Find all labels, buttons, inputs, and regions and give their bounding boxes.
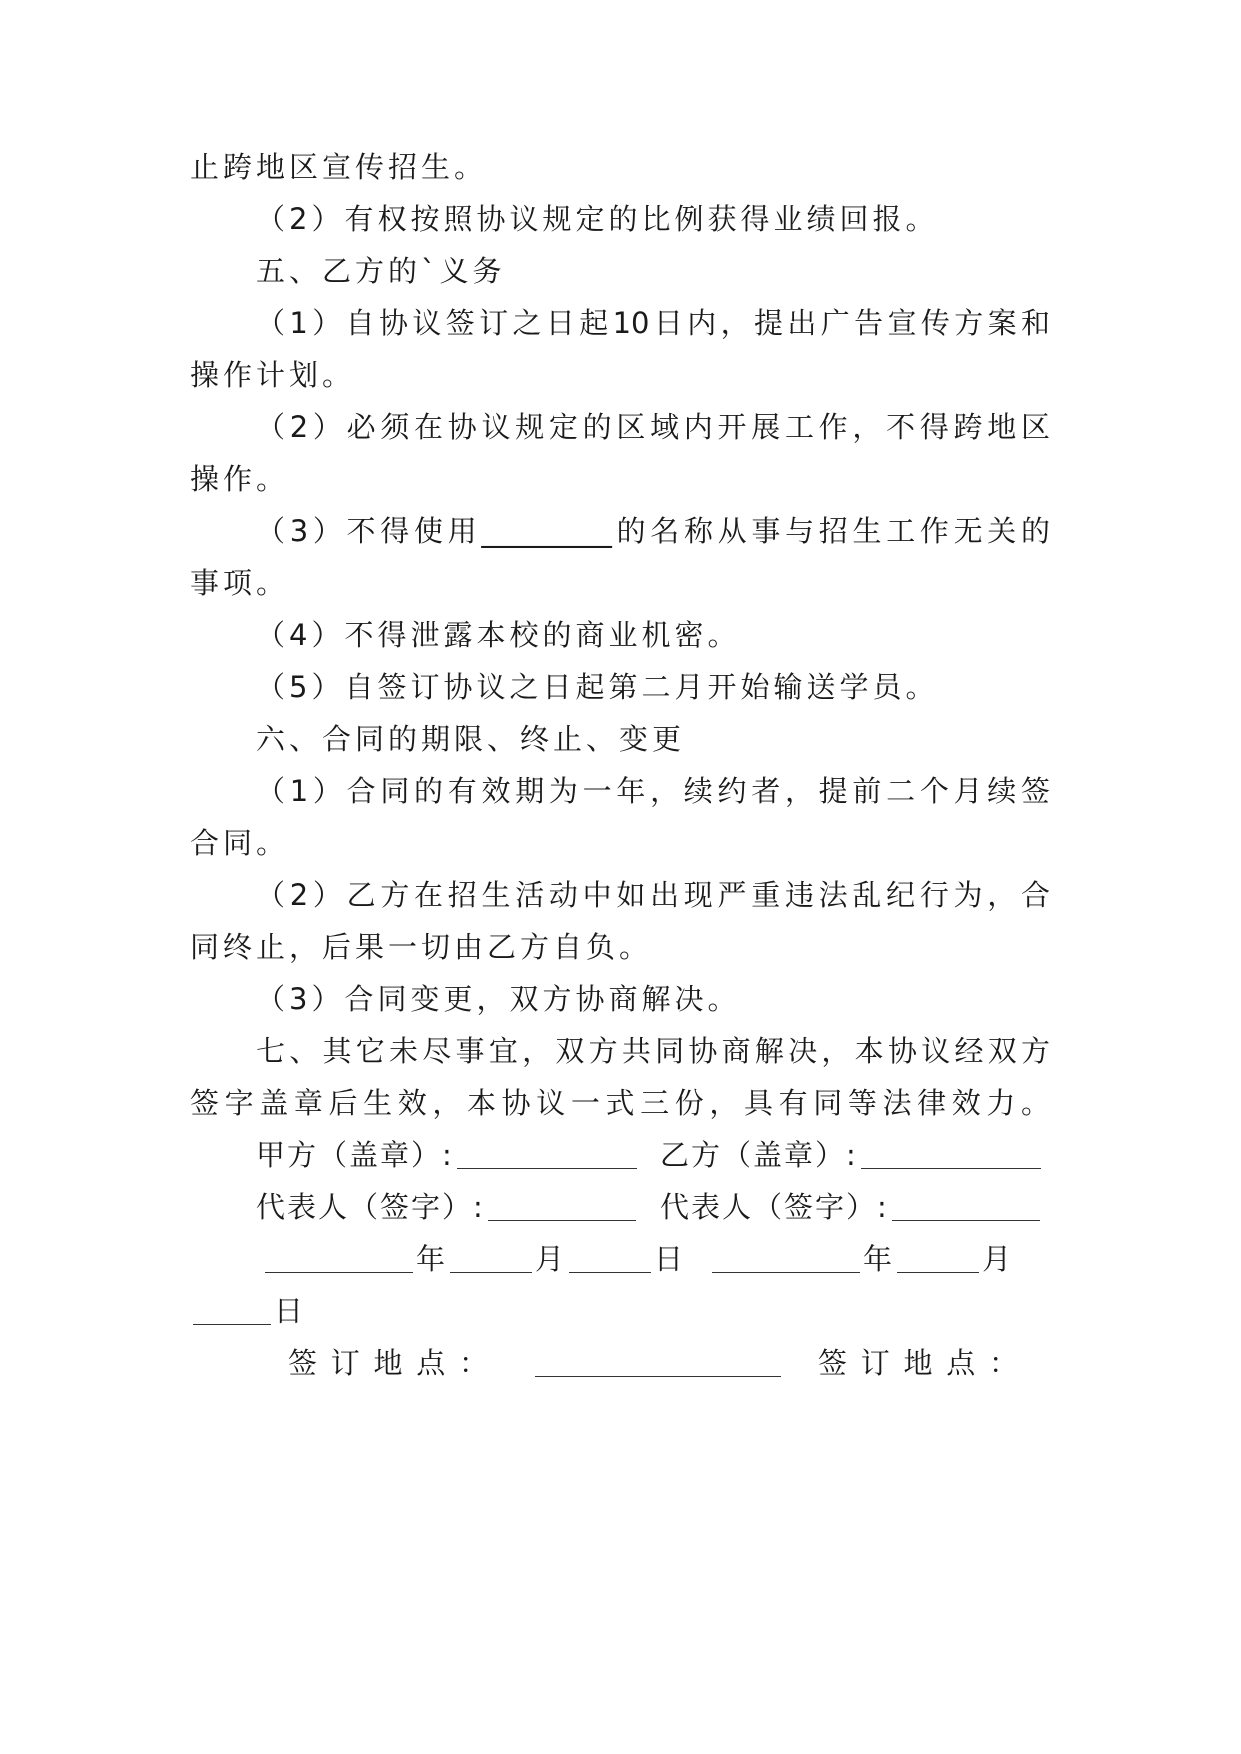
section-heading-seven: 七、其它未尽事宜，双方共同协商解决，本协议经双方 (256, 1034, 1050, 1068)
text-line-17: （3）合同变更，双方协商解决。 (256, 982, 741, 1016)
party-b-rep-label: 代表人（签字）: (660, 1190, 889, 1224)
text-line-16: 同终止，后果一切由乙方自负。 (190, 930, 653, 964)
year-label-a: 年 (416, 1242, 448, 1276)
text-line-10: （4）不得泄露本校的商业机密。 (256, 618, 741, 652)
date-row-wrap (190, 1289, 305, 1333)
year-blank-b (712, 1242, 860, 1273)
place-row-a (532, 1341, 784, 1385)
party-a-rep-label: 代表人（签字）: (256, 1190, 485, 1224)
text-line-14: 合同。 (190, 826, 290, 860)
month-label-a: 月 (535, 1242, 567, 1276)
year-label-b: 年 (863, 1242, 895, 1276)
party-b-rep-blank (892, 1190, 1040, 1221)
text-line-7: 操作。 (190, 462, 290, 496)
month-blank-b (897, 1242, 979, 1273)
party-a-seal-blank (457, 1138, 637, 1169)
text-line-6: （2）必须在协议规定的区域内开展工作，不得跨地区 (256, 410, 1050, 444)
party-a-seal-label: 甲方（盖章）: (256, 1138, 454, 1172)
year-blank-a (265, 1242, 413, 1273)
place-label-b: 签 订 地 点 ： (818, 1346, 1018, 1380)
party-a-rep-blank (488, 1190, 636, 1221)
text-line-19: 签字盖章后生效，本协议一式三份，具有同等法律效力。 (190, 1086, 1050, 1120)
text-line-11: （5）自签订协议之日起第二月开始输送学员。 (256, 670, 939, 704)
day-label-b: 日 (274, 1294, 306, 1328)
party-b-seal-label: 乙方（盖章）: (660, 1138, 858, 1172)
party-a-rep-row (256, 1185, 639, 1229)
section-heading-five: 五、乙方的`义务 (256, 254, 506, 288)
text-line-8: （3）不得使用_________的名称从事与招生工作无关的 (256, 514, 1050, 548)
month-label-b: 月 (982, 1242, 1014, 1276)
day-blank-a (569, 1242, 651, 1273)
day-blank-b (193, 1294, 271, 1325)
text-line-9: 事项。 (190, 566, 290, 600)
section-heading-six: 六、合同的期限、终止、变更 (256, 722, 686, 756)
text-line-5: 操作计划。 (190, 358, 356, 392)
party-b-seal-blank (861, 1138, 1041, 1169)
text-line-15: （2）乙方在招生活动中如出现严重违法乱纪行为，合 (256, 878, 1050, 912)
place-label-a: 签 订 地 点 ： (288, 1346, 488, 1380)
text-line-13: （1）合同的有效期为一年，续约者，提前二个月续签 (256, 774, 1050, 808)
date-row (262, 1237, 1013, 1281)
party-b-rep-row (660, 1185, 1043, 1229)
day-label-a: 日 (654, 1242, 686, 1276)
party-a-seal-row (256, 1133, 640, 1177)
place-blank-a (535, 1346, 781, 1377)
text-line-2: （2）有权按照协议规定的比例获得业绩回报。 (256, 202, 939, 236)
text-line-1: 止跨地区宣传招生。 (190, 150, 488, 184)
month-blank-a (450, 1242, 532, 1273)
text-line-4: （1）自协议签订之日起10日内，提出广告宣传方案和 (256, 306, 1050, 340)
party-b-seal-row (660, 1133, 1044, 1177)
